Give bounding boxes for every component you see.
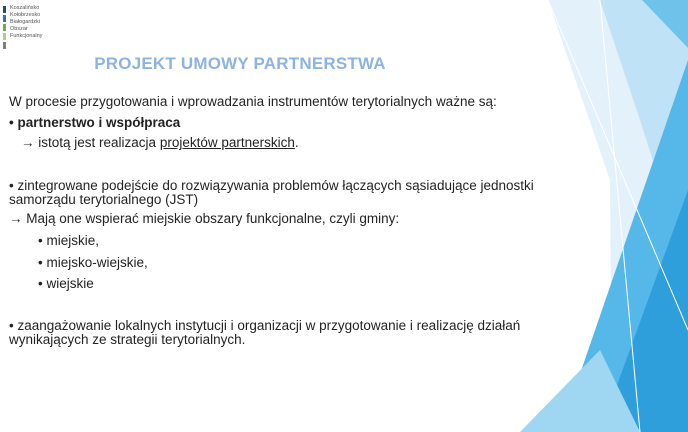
bullet-partnerstwo: • partnerstwo i współpraca <box>9 115 181 130</box>
logo-text <box>10 5 70 49</box>
logo-bar <box>3 33 6 40</box>
logo-line: Funkcjonalny <box>10 33 43 39</box>
bullet-partnerstwo-sub <box>21 135 299 151</box>
bullet-zintegrowane-line2: samorządu terytorialnego (JST) <box>9 192 199 207</box>
projekty-partnerskie-text: projektów partnerskich <box>159 135 295 150</box>
bullet-zintegrowane-sub: → Mają one wspierać miejskie obszary funkcjonalne, czyli gminy: <box>9 211 400 226</box>
logo-bars <box>3 6 6 49</box>
bullet-zaangazowanie-line2: wynikających ze strategii terytorialnych. <box>9 332 246 347</box>
logo-bar <box>3 42 6 49</box>
logo <box>3 5 70 49</box>
bullet-zintegrowane-line1: • zintegrowane podejście do rozwiązywania problemów łączących sąsiadujące jednostki <box>9 178 534 193</box>
logo-bar <box>3 24 6 31</box>
intro-text: W procesie przygotowania i wprowadzania instrumentów terytorialnych ważne są: <box>9 94 497 109</box>
logo-line: Kołobrzesko <box>10 12 41 18</box>
slide-title: PROJEKT UMOWY PARTNERSTWA <box>94 54 386 73</box>
sub-prefix: → istotą jest realizacja <box>21 135 160 150</box>
logo-bar <box>3 15 6 22</box>
gmina-miejskie: • miejskie, <box>38 233 99 248</box>
logo-line: Białogardzki <box>10 19 40 25</box>
bullet-zaangazowanie-line1: • zaangażowanie lokalnych instytucji i organizacji w przygotowanie i realizację działań <box>9 318 521 333</box>
logo-bar <box>3 6 6 13</box>
gmina-miejsko-wiejskie: • miejsko-wiejskie, <box>38 255 148 270</box>
gmina-wiejskie: • wiejskie <box>38 276 94 291</box>
logo-line: Obszar <box>10 26 28 32</box>
logo-line: Koszalińsko <box>10 5 40 11</box>
sub-suffix: . <box>294 135 299 150</box>
